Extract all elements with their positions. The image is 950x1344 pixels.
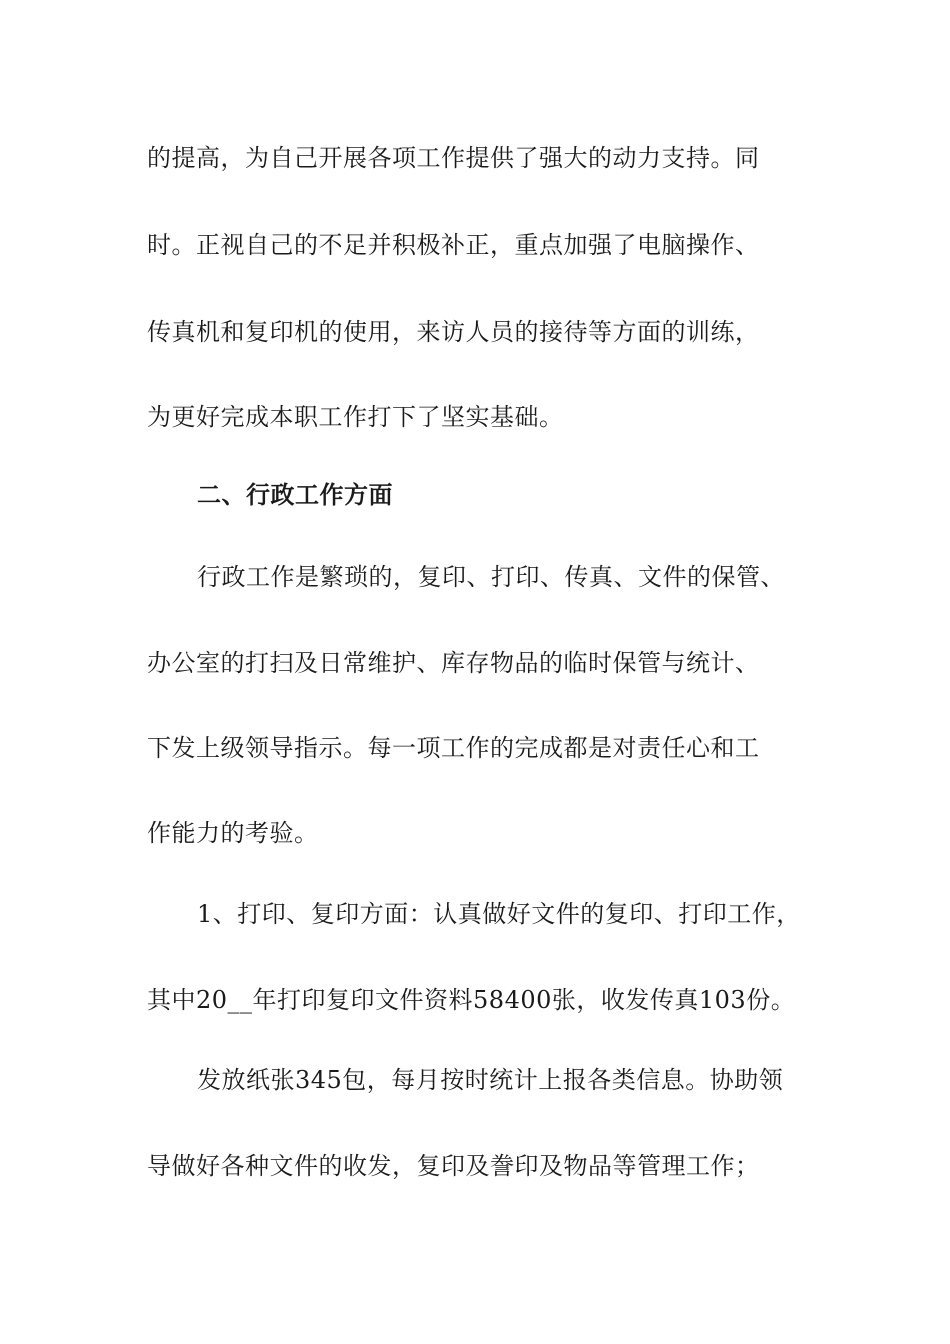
paragraph-line: 发放纸张345包，每月按时统计上报各类信息。协助领 (197, 1066, 784, 1094)
paragraph-line: 传真机和复印机的使用，来访人员的接待等方面的训练， (147, 318, 760, 346)
section-heading: 二、行政工作方面 (197, 480, 393, 509)
paragraph-line: 行政工作是繁琐的，复印、打印、传真、文件的保管、 (197, 563, 785, 591)
paragraph-line: 时。正视自己的不足并积极补正，重点加强了电脑操作、 (147, 231, 760, 259)
paragraph-line: 导做好各种文件的收发，复印及誊印及物品等管理工作； (147, 1152, 760, 1180)
paragraph-line: 的提高，为自己开展各项工作提供了强大的动力支持。同 (147, 144, 760, 172)
paragraph-line: 办公室的打扫及日常维护、库存物品的临时保管与统计、 (147, 649, 760, 677)
paragraph-line: 1、打印、复印方面：认真做好文件的复印、打印工作， (197, 900, 801, 928)
paragraph-line: 作能力的考验。 (147, 819, 319, 847)
paragraph-line: 为更好完成本职工作打下了坚实基础。 (147, 403, 564, 431)
paragraph-line: 下发上级领导指示。每一项工作的完成都是对责任心和工 (147, 734, 760, 762)
paragraph-line: 其中20__年打印复印文件资料58400张，收发传真103份。 (147, 986, 796, 1014)
